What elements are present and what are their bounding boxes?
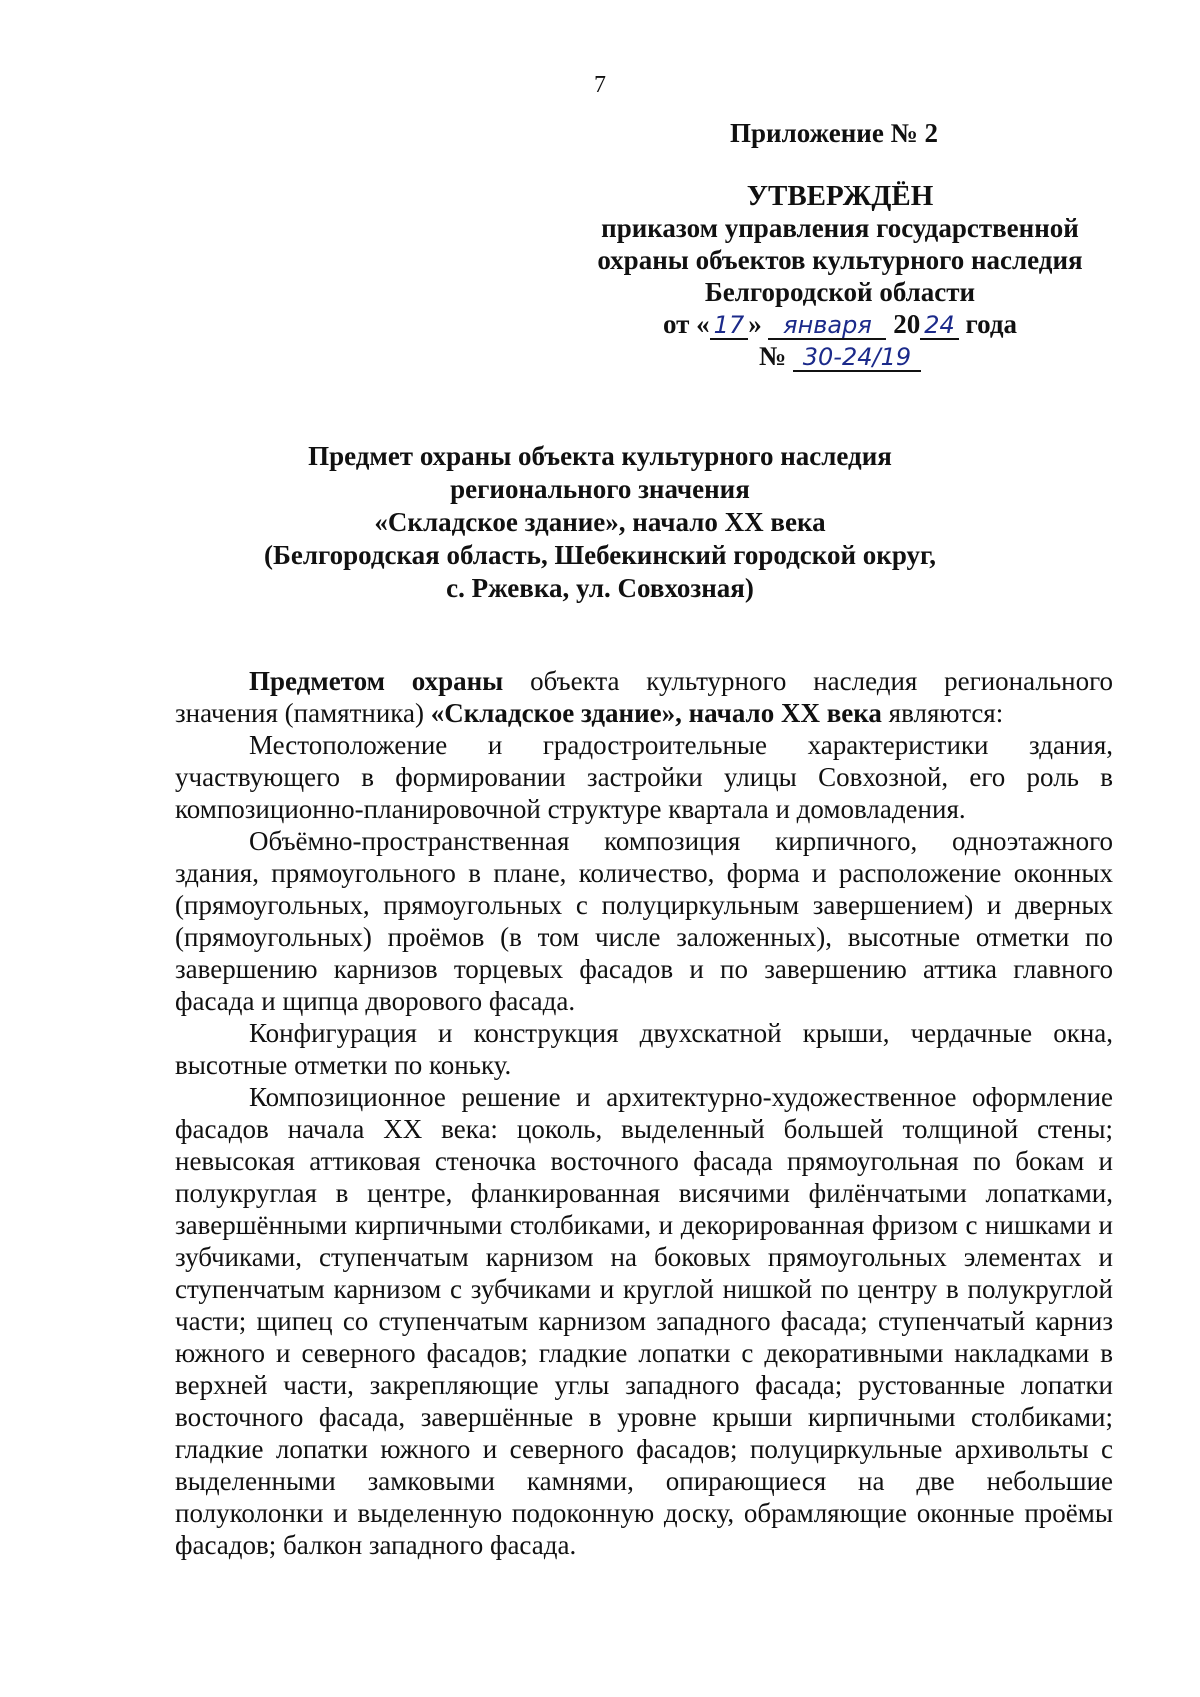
intro-bold-subject: Предметом охраны — [249, 666, 504, 696]
order-number-handwritten: 30-24/19 — [793, 344, 921, 372]
approval-line-3: Белгородской области — [704, 277, 976, 307]
date-mid: » — [748, 309, 762, 339]
date-year-handwritten: 24 — [920, 312, 959, 340]
approval-date-line — [560, 308, 1120, 340]
date-prefix: от « — [663, 309, 710, 339]
page-number: 7 — [594, 72, 606, 98]
paragraph-intro — [175, 665, 1113, 729]
approval-number-line — [560, 340, 1120, 372]
approval-block — [560, 180, 1120, 372]
paragraph-roof: Конфигурация и конструкция двухскатной крыши, чердачные окна, высотные отметки по коньку. — [175, 1018, 1113, 1080]
date-day-handwritten: 17 — [710, 312, 749, 340]
paragraph-location: Местоположение и градостроительные характеристики здания, участвующего в формировании застройки улицы Совхозной, его роль в композиционно-планировочной структуре квартала и домовладения. — [175, 730, 1113, 824]
intro-text-1: объекта культурного наследия регионального значения (памятника) — [175, 666, 1113, 728]
approval-line-2: охраны объектов культурного наследия — [597, 245, 1083, 275]
appendix-label: Приложение № 2 — [730, 118, 938, 148]
title-line-4: (Белгородская область, Шебекинский городской округ, — [264, 540, 936, 570]
title-line-5: с. Ржевка, ул. Совхозная) — [446, 573, 754, 603]
intro-bold-object: «Складское здание», начало XX века — [430, 698, 882, 728]
date-month-handwritten: января — [768, 312, 886, 340]
approved-heading: УТВЕРЖДЁН — [746, 180, 934, 212]
document-body — [175, 665, 1113, 1561]
title-line-2: регионального значения — [450, 474, 750, 504]
approval-line-1: приказом управления государственной — [601, 213, 1079, 243]
intro-text-2: являются: — [881, 698, 1004, 728]
title-line-3: «Складское здание», начало XX века — [374, 507, 826, 537]
paragraph-facades: Композиционное решение и архитектурно-художественное оформление фасадов начала XX века: цоколь, выделенный большей толщиной стены; невысокая аттиковая стеночка восточного фасада прямоугольная по бокам и полукруглая в центре, фланкированная висячими филёнчатыми лопатками, завершёнными кирпичными столбиками, и декорированная фризом с нишками и зубчиками, ступенчатым карнизом на боковых прямоугольных элементах и ступенчатым карнизом с зубчиками и круглой нишкой по центру в полукруглой части; щипец со ступенчатым карнизом западного фасада; ступенчатый карниз южного и северного фасадов; гладкие лопатки с декоративными накладками в верхней части, закрепляющие углы западного фасада; рустованные лопатки восточного фасада, завершённые в уровне крыши кирпичными столбиками; гладкие лопатки южного и северного фасадов; полуциркульные архивольты с выделенными замковыми камнями, опирающиеся на две небольшие полуколонки и выделенную подоконную доску, обрамляющие оконные проёмы фасадов; балкон западного фасада. — [175, 1082, 1113, 1560]
number-prefix: № — [759, 341, 787, 371]
title-line-1: Предмет охраны объекта культурного наследия — [308, 441, 892, 471]
date-suffix: года — [965, 309, 1017, 339]
document-title — [0, 440, 1200, 605]
date-year-prefix: 20 — [893, 309, 921, 339]
paragraph-composition: Объёмно-пространственная композиция кирпичного, одноэтажного здания, прямоугольного в плане, количество, форма и расположение оконных (прямоугольных, прямоугольных с полуциркульным завершением) и дверных (прямоугольных) проёмов (в том числе заложенных), высотные отметки по завершению карнизов торцевых фасадов и по завершению аттика главного фасада и щипца дворового фасада. — [175, 826, 1113, 1016]
